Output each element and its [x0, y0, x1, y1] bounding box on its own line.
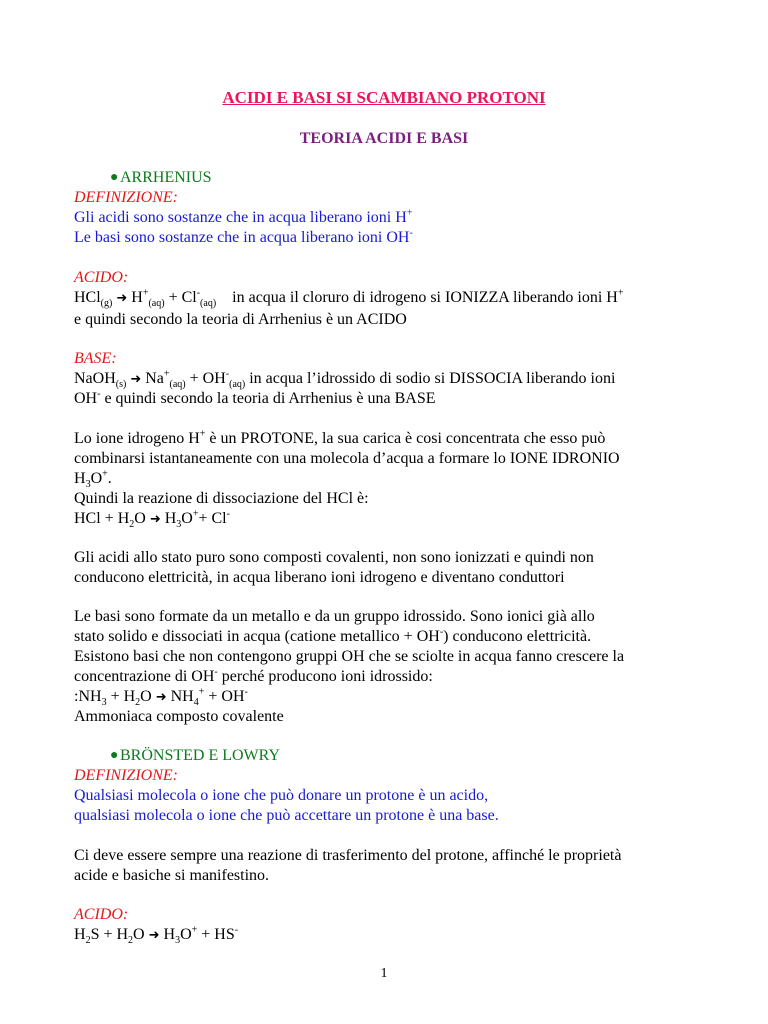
- arrhenius-heading: ARRHENIUS: [120, 169, 212, 186]
- bronsted-definition-label: DEFINIZIONE:: [74, 767, 178, 784]
- proton-paragraph-line4: Quindi la reazione di dissociazione del HCl è:: [74, 490, 369, 507]
- naoh-dissociation-line: NaOH$_{(s)}$ ➜ $Na^+_{(aq)} + OH^-_{(aq)}$ in acqua l’idrossido di sodio si DISSOCIA liberando ioni: [74, 368, 616, 391]
- bullet-icon: ●: [110, 170, 119, 185]
- hcl-ionization-conclusion: e quindi secondo la teoria di Arrhenius è un ACIDO: [74, 311, 407, 328]
- arrhenius-definition-base: Le basi sono sostanze che in acqua liberano ioni OH-: [74, 227, 413, 246]
- bases-paragraph-line3: Esistono basi che non contengono gruppi OH che se sciolte in acqua fanno crescere la: [74, 648, 625, 665]
- proton-paragraph-line2: combinarsi istantaneamente con una molecola d’acqua a formare lo IONE IDRONIO: [74, 450, 620, 467]
- arrhenius-definition-label: DEFINIZIONE:: [74, 189, 178, 206]
- arrhenius-definition-acid: Gli acidi sono sostanze che in acqua liberano ioni H+: [74, 207, 413, 226]
- proton-paragraph-line1: Lo ione idrogeno H+ è un PROTONE, la sua carica è cosi concentrata che esso può: [74, 428, 606, 447]
- bases-paragraph-line4: concentrazione di OH- perché producono ioni idrossido:: [74, 666, 433, 685]
- hcl-ionization-line: HCl$_{(g)}$ ➜ $H^+_{(aq)} + Cl^-_{(aq)}$ in acqua il cloruro di idrogeno si IONIZZA liberando ioni H+: [74, 287, 624, 310]
- transfer-paragraph-line1: Ci deve essere sempre una reazione di trasferimento del protone, affinché le proprietà: [74, 847, 622, 864]
- page-number: 1: [380, 966, 388, 981]
- bases-paragraph-line2: stato solido e dissociati in acqua (catione metallico + OH-) conducono elettricità.: [74, 626, 592, 645]
- page-title: ACIDI E BASI SI SCAMBIANO PROTONI: [222, 88, 546, 107]
- bases-paragraph-line1: Le basi sono formate da un metallo e da un gruppo idrossido. Sono ionici già allo: [74, 608, 595, 625]
- naoh-dissociation-conclusion: OH- e quindi secondo la teoria di Arrhenius è una BASE: [74, 388, 436, 407]
- bronsted-acid-label: ACIDO:: [74, 906, 129, 923]
- acids-paragraph-line2: conducono elettricità, in acqua liberano ioni idrogeno e diventano conduttori: [74, 569, 565, 586]
- transfer-paragraph-line2: acide e basiche si manifestino.: [74, 867, 270, 884]
- arrhenius-base-label: BASE:: [74, 350, 117, 367]
- ammonia-note: Ammoniaca composto covalente: [74, 708, 284, 725]
- ammonia-reaction: $:NH_3 + H_2O$ ➜ $NH_4^+ + OH^-$: [74, 686, 248, 709]
- h2s-reaction: $H_2S + H_2O$ ➜ $H_3O^+ + HS^-$: [74, 924, 239, 947]
- hcl-water-reaction: HCl + $H_2O$ ➜ $H_3O^++ Cl^-$: [74, 508, 230, 531]
- arrhenius-acid-label: ACIDO:: [74, 269, 129, 286]
- hydronium-formula: $H_3O^+$.: [74, 468, 112, 491]
- bronsted-definition-acid: Qualsiasi molecola o ione che può donare un protone è un acido,: [74, 787, 489, 804]
- bullet-icon: ●: [110, 748, 119, 763]
- acids-paragraph-line1: Gli acidi allo stato puro sono composti covalenti, non sono ionizzati e quindi non: [74, 549, 594, 566]
- section-subtitle: TEORIA ACIDI E BASI: [299, 130, 469, 147]
- bronsted-heading: BRÖNSTED E LOWRY: [120, 747, 280, 764]
- bronsted-definition-base: qualsiasi molecola o ione che può accettare un protone è una base.: [74, 807, 499, 824]
